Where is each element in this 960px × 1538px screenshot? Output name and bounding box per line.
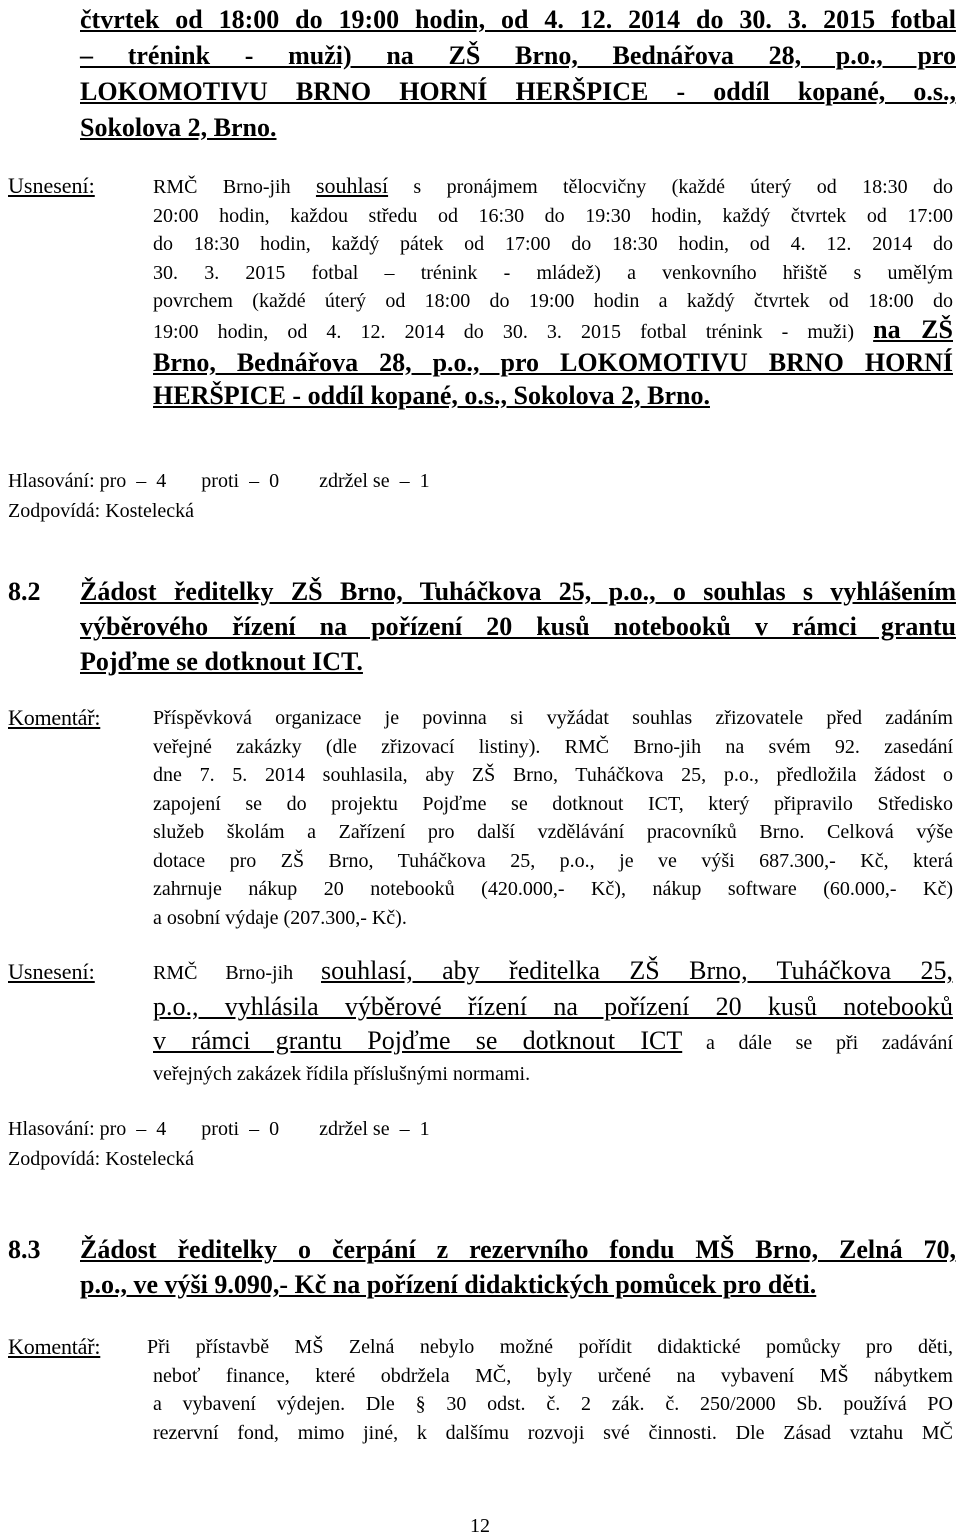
section-number: 8.2 bbox=[8, 577, 41, 606]
comment-line: Příspěvková organizace je povinna si vyžádat souhlas zřizovatele před zadáním bbox=[153, 707, 953, 729]
comment-line: zapojení se do projektu Pojďme se dotknout ICT, který připravilo Středisko bbox=[153, 792, 953, 815]
comment-line: a osobní výdaje (207.300,- Kč). bbox=[153, 906, 407, 929]
intro-line: – trénink - muži) na ZŠ Brno, Bednářova 28, p.o., pro bbox=[80, 41, 956, 70]
resolution-line: HERŠPICE - oddíl kopané, o.s., Sokolova 2, Brno. bbox=[153, 381, 710, 410]
resolution-line: 20:00 hodin, každou středu od 16:30 do 19:30 hodin, každý čtvrtek od 17:00 bbox=[153, 204, 953, 227]
comment-line: veřejné zakázky (dle zřizovací listiny). RMČ Brno-jih na svém 92. zasedání bbox=[153, 735, 953, 758]
comment-line: neboť finance, které obdržela MČ, byly určené na vybavení MŠ nábytkem bbox=[153, 1364, 953, 1387]
comment-line: zahrnuje nákup 20 notebooků (420.000,- Kč), nákup software (60.000,- Kč) bbox=[153, 878, 953, 900]
comment-line: dne 7. 5. 2014 souhlasila, aby ZŠ Brno, Tuháčkova 25, p.o., předložila žádost o bbox=[153, 764, 953, 786]
text-run-bold: na ZŠ bbox=[873, 314, 953, 344]
previous-item-continuation bbox=[80, 2, 956, 146]
intro-line: čtvrtek od 18:00 do 19:00 hodin, od 4. 12. 2014 do 30. 3. 2015 fotbal bbox=[80, 5, 956, 34]
comment-text bbox=[153, 704, 953, 932]
intro-line: LOKOMOTIVU BRNO HORNÍ HERŠPICE - oddíl kopané, o.s., bbox=[80, 77, 956, 106]
vote-line: Hlasování: pro – 4 proti – 0 zdržel se – 1 bbox=[8, 470, 430, 492]
title-line: výběrového řízení na pořízení 20 kusů notebooků v rámci grantu bbox=[80, 612, 956, 641]
section-title bbox=[80, 574, 956, 679]
resolution-text bbox=[153, 172, 953, 412]
section-title bbox=[80, 1232, 956, 1302]
comment-text bbox=[147, 1333, 953, 1447]
resolution-line: veřejných zakázek řídila příslušnými normami. bbox=[153, 1063, 531, 1085]
resolution-line: Brno, Bednářova 28, p.o., pro LOKOMOTIVU BRNO HORNÍ bbox=[153, 348, 953, 377]
resolution-verb: souhlasí bbox=[315, 173, 389, 198]
comment-label: Komentář: bbox=[8, 1334, 101, 1359]
comment-line: a vybavení výdejen. Dle § 30 odst. č. 2 zák. č. 250/2000 Sb. používá PO bbox=[153, 1393, 953, 1415]
title-line: p.o., ve výši 9.090,- Kč na pořízení didaktických pomůcek pro děti. bbox=[80, 1270, 817, 1299]
title-line: Žádost ředitelky ZŠ Brno, Tuháčkova 25, p.o., o souhlas s vyhlášením bbox=[80, 577, 956, 606]
resolution-line bbox=[153, 316, 953, 347]
title-line: Žádost ředitelky o čerpání z rezervního fondu MŠ Brno, Zelná 70, bbox=[80, 1235, 956, 1264]
resolution-line: povrchem (každé úterý od 18:00 do 19:00 hodin a každý čtvrtek od 18:00 do bbox=[153, 290, 953, 312]
vote-line: Hlasování: pro – 4 proti – 0 zdržel se – 1 bbox=[8, 1118, 430, 1140]
section-number: 8.3 bbox=[8, 1235, 41, 1264]
comment-line: služeb školám a Zařízení pro další vzdělávání pracovníků Brno. Celková výše bbox=[153, 821, 953, 843]
resolution-verb: souhlasí, aby ředitelka ZŠ Brno, Tuháčkova 25, bbox=[321, 956, 953, 985]
responsible-line: Zodpovídá: Kostelecká bbox=[8, 500, 195, 522]
comment-line: rezervní fond, mimo jiné, k dalšímu rozvoji své činnosti. Dle Zásad vztahu MČ bbox=[153, 1421, 953, 1444]
resolution-line: p.o., vyhlásila výběrové řízení na pořízení 20 kusů notebooků bbox=[153, 992, 953, 1021]
resolution-line bbox=[153, 954, 953, 990]
text-run: a dále se při zadávání bbox=[682, 1032, 953, 1054]
comment-line: dotace pro ZŠ Brno, Tuháčkova 25, p.o., je ve výši 687.300,- Kč, která bbox=[153, 849, 953, 872]
text-run: RMČ Brno-jih bbox=[153, 962, 322, 984]
text-run: v rámci grantu Pojďme se dotknout ICT bbox=[153, 1026, 683, 1055]
intro-line: Sokolova 2, Brno. bbox=[80, 113, 277, 142]
resolution-line: 30. 3. 2015 fotbal – trénink - mládež) a venkovního hřiště s umělým bbox=[153, 261, 953, 284]
text-run: s pronájmem tělocvičny (každé úterý od 18:30 do bbox=[388, 176, 953, 198]
resolution-line bbox=[153, 172, 953, 202]
resolution-label: Usnesení: bbox=[8, 173, 95, 198]
resolution-text bbox=[153, 954, 953, 1089]
responsible-line: Zodpovídá: Kostelecká bbox=[8, 1148, 195, 1170]
comment-line: Při přístavbě MŠ Zelná nebylo možné pořídit didaktické pomůcky pro děti, bbox=[147, 1336, 953, 1358]
resolution-line: do 18:30 hodin, každý pátek od 17:00 do 18:30 hodin, od 4. 12. 2014 do bbox=[153, 233, 953, 255]
text-run: 19:00 hodin, od 4. 12. 2014 do 30. 3. 2015 fotbal trénink - muži) bbox=[153, 320, 874, 343]
title-line: Pojďme se dotknout ICT. bbox=[80, 647, 363, 676]
page-number: 12 bbox=[470, 1515, 490, 1537]
resolution-label: Usnesení: bbox=[8, 959, 95, 984]
text-run: RMČ Brno-jih bbox=[153, 176, 316, 198]
comment-label: Komentář: bbox=[8, 705, 101, 730]
resolution-line bbox=[153, 1024, 953, 1060]
